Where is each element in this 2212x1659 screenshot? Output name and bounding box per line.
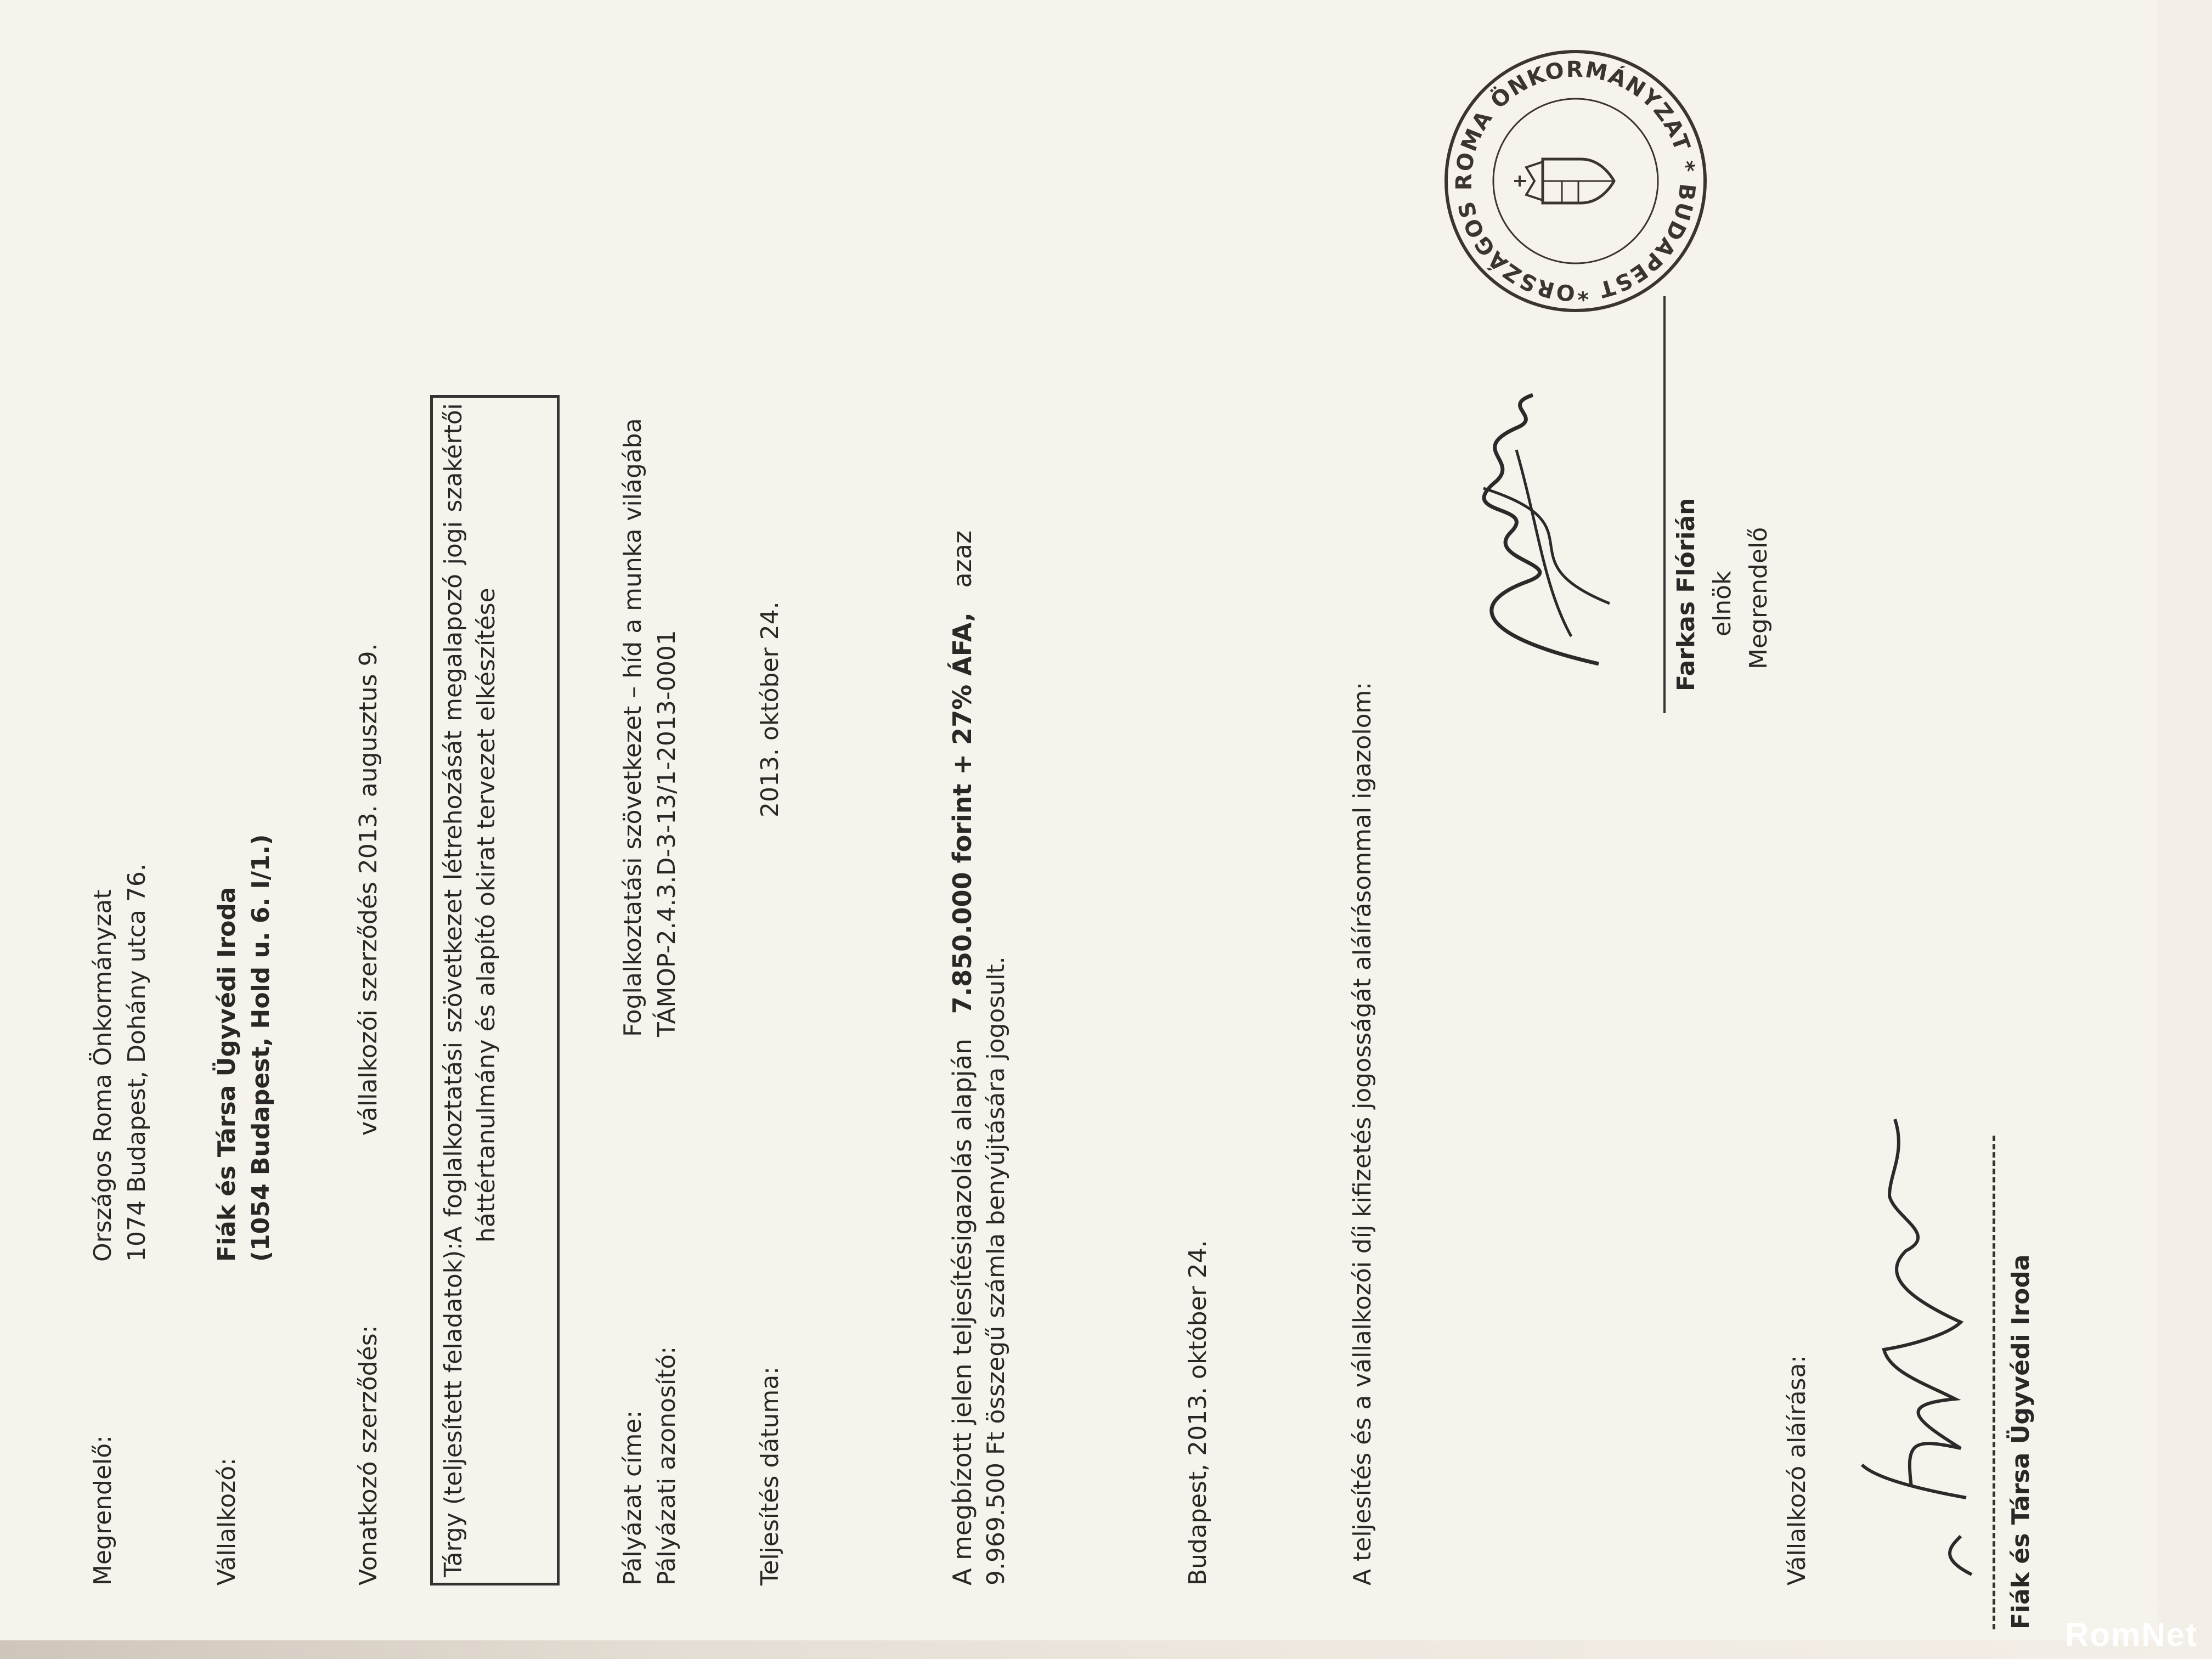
tender-id-label: Pályázati azonosító:: [653, 1346, 681, 1585]
contractor-signature-name: Fiák és Társa Ügyvédi Iroda: [2007, 1254, 2035, 1629]
payment-line-1: [946, 531, 979, 1585]
contract-value: vállalkozói szerződés 2013. augusztus 9.: [354, 643, 382, 1136]
certification-text: A teljesítés és a vállalkozói díj kifizetés jogosságát aláírásommal igazolom:: [1348, 681, 1376, 1585]
contractor-signature-icon: [1829, 1108, 1994, 1580]
client-label: Megrendelő:: [89, 1435, 117, 1585]
payment-amount: 7.850.000 forint + 27% ÁFA,: [947, 612, 977, 1014]
signature-line: [1663, 296, 1666, 713]
contractor-name: Fiák és Társa Ügyvédi Iroda: [213, 887, 241, 1262]
signatory-party: Megrendelő: [1745, 527, 1773, 669]
contractor-signature-label: Vállalkozó aláírása:: [1783, 1355, 1811, 1585]
client-address: 1074 Budapest, Dohány utca 76.: [123, 864, 151, 1262]
signatory-name: Farkas Flórián: [1672, 498, 1700, 691]
contract-label: Vonatkozó szerződés:: [354, 1325, 382, 1585]
place-date: Budapest, 2013. október 24.: [1184, 1240, 1212, 1585]
subject-box: [430, 395, 560, 1585]
contractor-label: Vállalkozó:: [213, 1458, 241, 1585]
tender-title-value: Foglalkoztatási szövetkezet – híd a munka világába: [619, 418, 647, 1037]
client-name: Országos Roma Önkormányzat: [89, 889, 117, 1262]
watermark: RomNet: [2064, 1616, 2198, 1653]
signatory-role: elnök: [1708, 571, 1736, 636]
tender-id-value: TÁMOP-2.4.3.D-3-13/1-2013-0001: [653, 630, 681, 1037]
subject-label: Tárgy (teljesített feladatok):: [439, 1242, 467, 1577]
completion-label: Teljesítés dátuma:: [756, 1366, 784, 1585]
subject-text: A foglalkoztatási szövetkezet létrehozását megalapozó jogi szakértői háttértanulmány és alapító okirat tervezet elkészítése: [439, 403, 500, 1243]
client-signature-icon: [1434, 384, 1654, 669]
payment-text-b: azaz: [947, 530, 977, 588]
contractor-address: (1054 Budapest, Hold u. 6. I/1.): [247, 834, 275, 1262]
svg-text:ORSZÁGOS ROMA ÖNKORMÁNYZAT * B: ORSZÁGOS ROMA ÖNKORMÁNYZAT * BUDAPEST *: [1451, 57, 1700, 306]
tender-title-label: Pályázat címe:: [619, 1410, 647, 1585]
seal-stamp-icon: [1438, 44, 1713, 318]
dotted-signature-line: [1993, 1136, 1995, 1629]
payment-line-2: 9.969.500 Ft összegű számla benyújtására jogosult.: [982, 956, 1010, 1585]
completion-date: 2013. október 24.: [756, 601, 784, 817]
payment-text-a: A megbízott jelen teljesítésigazolás alapján: [947, 1038, 977, 1585]
